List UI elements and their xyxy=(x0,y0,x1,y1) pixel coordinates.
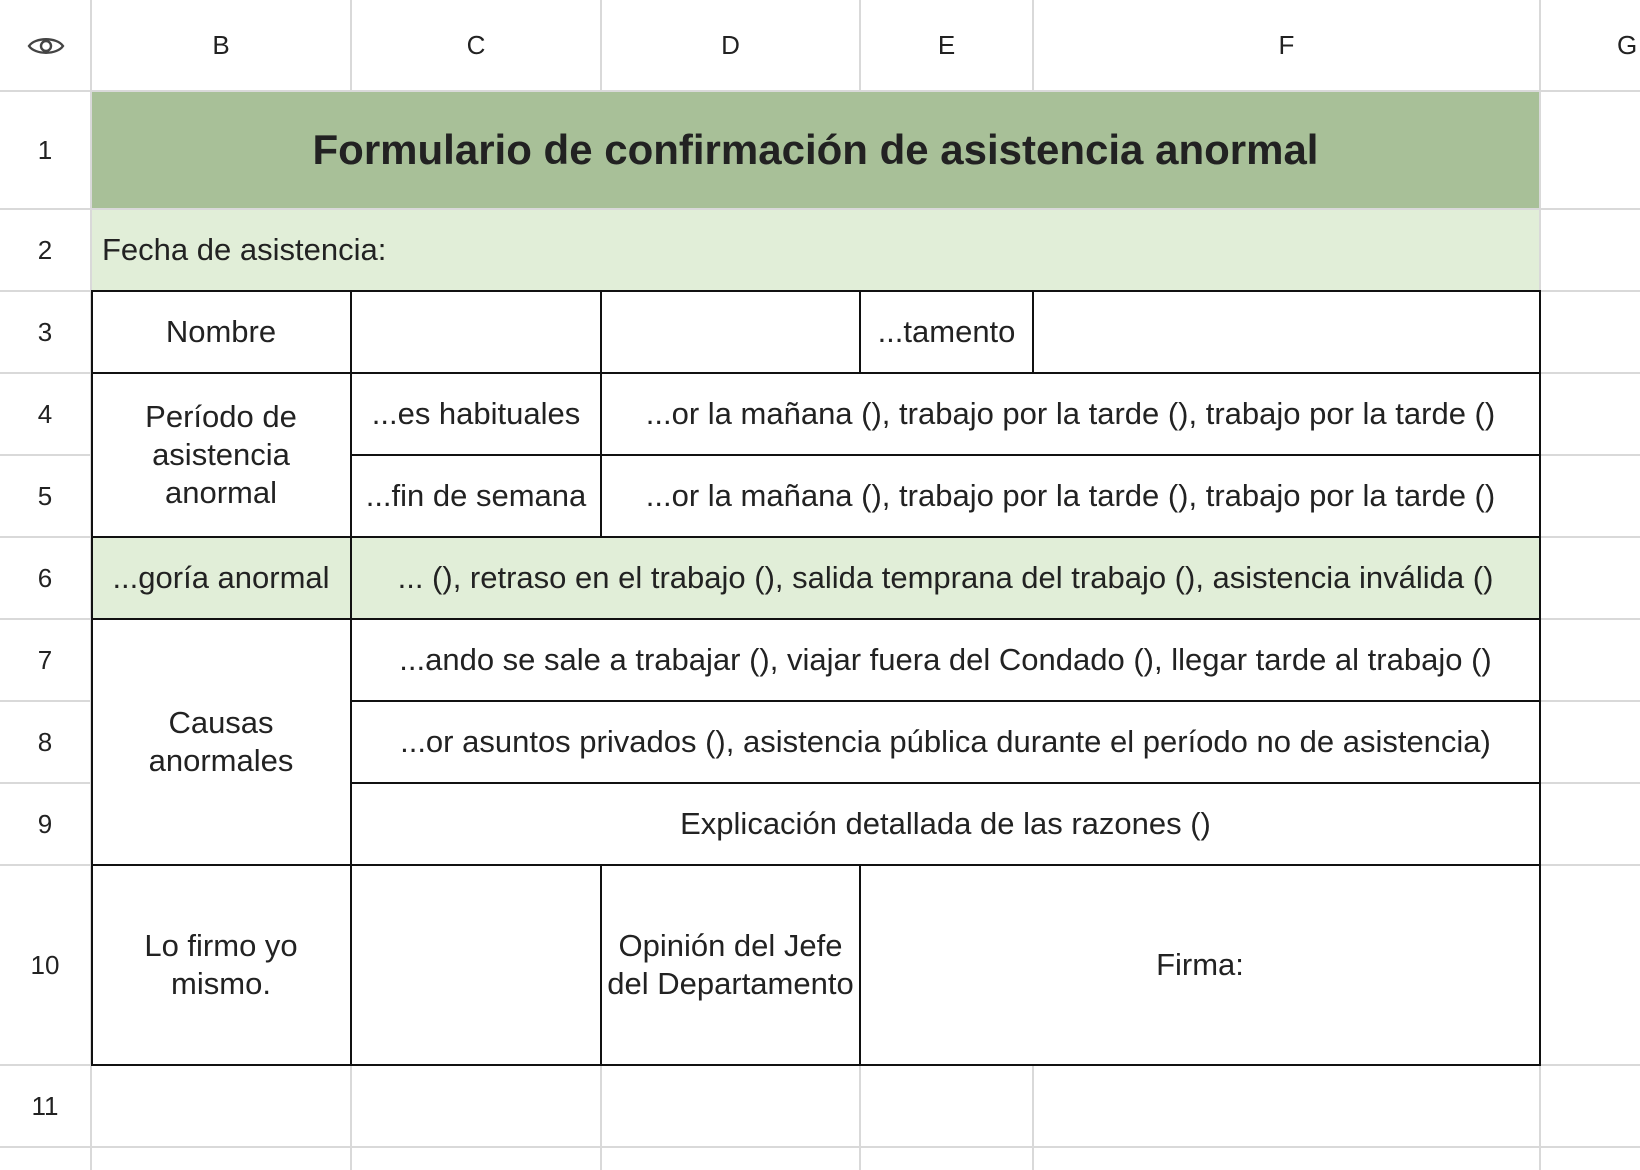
signature-label-cell[interactable]: Firma: xyxy=(1156,947,1244,982)
column-header-b[interactable]: B xyxy=(212,29,230,60)
visibility-eye-icon[interactable] xyxy=(0,0,91,91)
row-header-8[interactable]: 8 xyxy=(37,726,53,757)
name-value-cell-d[interactable] xyxy=(602,292,859,372)
department-label-cell[interactable]: ...tamento xyxy=(877,314,1016,349)
name-value-cell-c[interactable] xyxy=(352,292,600,372)
row-header-6[interactable]: 6 xyxy=(37,562,53,593)
title-cell[interactable]: Formulario de confirmación de asistencia anormal xyxy=(312,126,1319,173)
name-label-cell[interactable]: Nombre xyxy=(165,314,277,349)
weekdays-label-cell[interactable]: ...es habituales xyxy=(371,396,581,431)
abnormal-category-label-cell[interactable]: ...goría anormal xyxy=(112,560,330,595)
abnormal-period-label-cell[interactable]: Período de asistencia anormal xyxy=(145,399,297,510)
row-header-9[interactable]: 9 xyxy=(37,808,53,839)
attendance-date-cell[interactable]: Fecha de asistencia: xyxy=(102,232,387,267)
department-value-cell[interactable] xyxy=(1034,292,1539,372)
row-header-2[interactable]: 2 xyxy=(37,234,53,265)
row-header-5[interactable]: 5 xyxy=(37,480,53,511)
weekend-options-cell[interactable]: ...or la mañana (), trabajo por la tarde (), trabajo por la tarde () xyxy=(645,478,1496,513)
weekdays-options-cell[interactable]: ...or la mañana (), trabajo por la tarde (), trabajo por la tarde () xyxy=(645,396,1496,431)
row-header-11[interactable]: 11 xyxy=(31,1090,59,1121)
row-header-4[interactable]: 4 xyxy=(37,398,53,429)
column-header-f[interactable]: F xyxy=(1278,29,1295,60)
self-signature-label-cell[interactable]: Lo firmo yo mismo. xyxy=(144,928,298,1001)
cause-detail-row[interactable]: Explicación detallada de las razones () xyxy=(680,806,1211,841)
cause-options-row-1[interactable]: ...ando se sale a trabajar (), viajar fuera del Condado (), llegar tarde al trabajo () xyxy=(399,642,1492,677)
self-signature-value-cell[interactable] xyxy=(352,866,600,1064)
department-head-opinion-label-cell[interactable]: Opinión del Jefe del Departamento xyxy=(607,928,854,1001)
column-header-d[interactable]: D xyxy=(721,29,740,60)
row-header-7[interactable]: 7 xyxy=(37,644,53,675)
column-header-e[interactable]: E xyxy=(937,29,956,60)
abnormal-causes-label-cell[interactable]: Causas anormales xyxy=(148,705,294,778)
cause-options-row-2[interactable]: ...or asuntos privados (), asistencia pública durante el período no de asistencia) xyxy=(400,724,1491,759)
row-header-1[interactable]: 1 xyxy=(37,134,53,165)
row-header-3[interactable]: 3 xyxy=(37,316,53,347)
abnormal-category-options-cell[interactable]: ... (), retraso en el trabajo (), salida temprana del trabajo (), asistencia inválida () xyxy=(397,560,1494,595)
row-header-10[interactable]: 10 xyxy=(30,949,60,980)
column-header-g[interactable]: G xyxy=(1617,29,1638,60)
column-header-c[interactable]: C xyxy=(466,29,486,60)
weekend-label-cell[interactable]: ...fin de semana xyxy=(365,478,587,513)
